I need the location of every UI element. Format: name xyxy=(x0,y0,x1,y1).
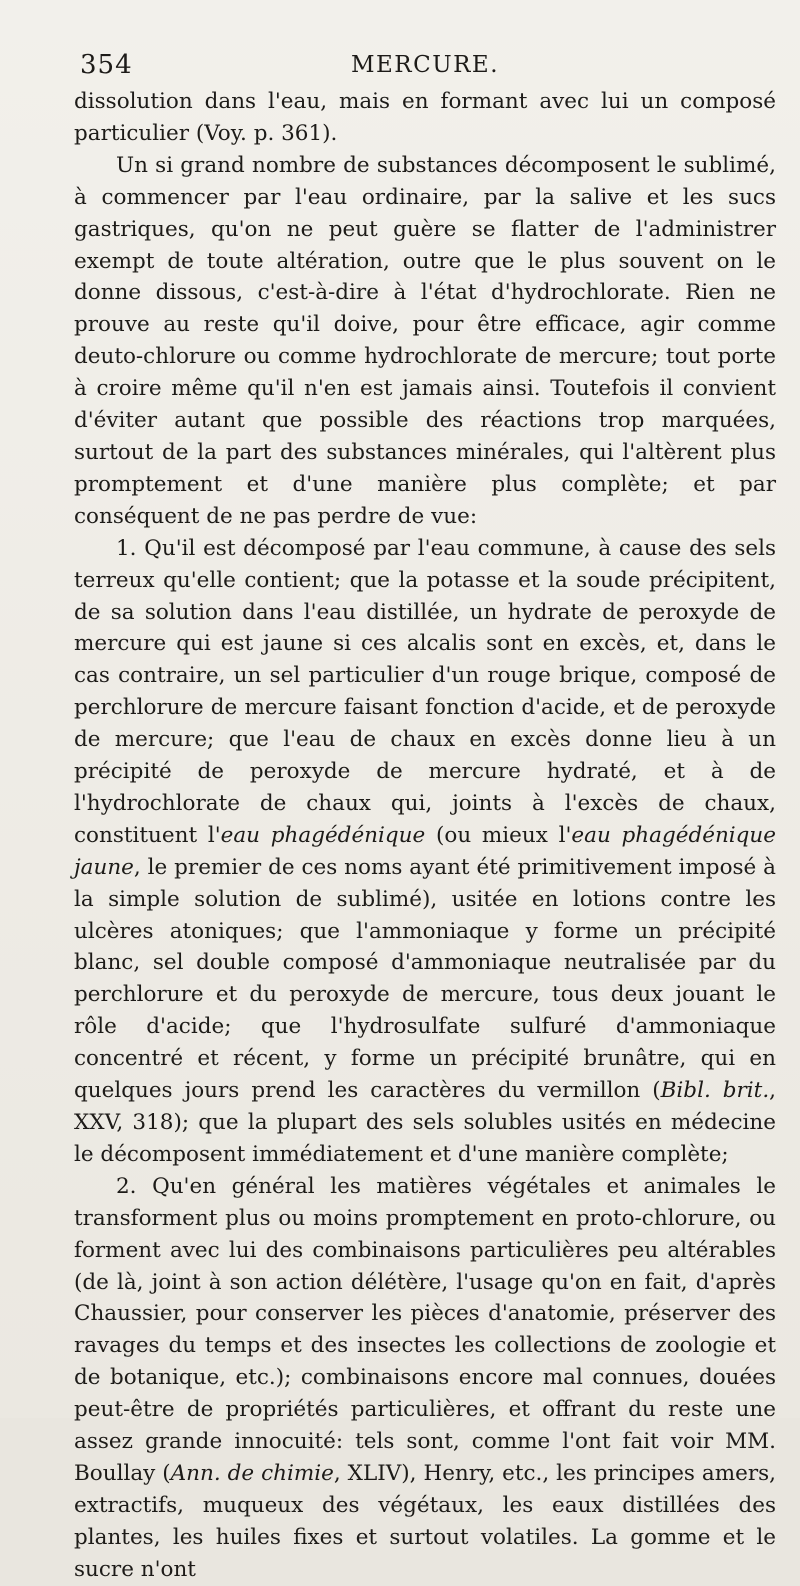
paragraph xyxy=(74,1171,776,1586)
italic-text: eau phagédénique xyxy=(220,822,426,848)
paragraph xyxy=(74,86,776,150)
text-segment: dissolution dans l'eau, mais en formant avec lui un composé particulier (Voy. p. 361). xyxy=(74,89,776,146)
text-segment: , le premier de ces noms ayant été primitivement imposé à la simple solution de sublimé), usitée en lotions contre les ulcères atoniques; que l'ammoniaque y forme un précipité blanc, sel double composé d'ammoniaque neutralisée par du perchlorure et du peroxyde de mercure, tous deux jouant le rôle d'acide; que l'hydrosulfate sulfuré d'ammoniaque concentré et récent, y forme un précipité brunâtre, qui en quelques jours prend les caractères du vermillon ( xyxy=(74,854,776,1104)
paragraph xyxy=(74,533,776,1171)
text-segment: 1. Qu'il est décomposé par l'eau commune, à cause des sels terreux qu'elle contient; que la potasse et la soude précipitent, de sa solution dans l'eau distillée, un hydrate de peroxyde de mercure qui est jaune si ces alcalis sont en excès, et, dans le cas contraire, un sel particulier d'un rouge brique, composé de perchlorure de mercure faisant fonction d'acide, et de peroxyde de mercure; que l'eau de chaux en excès donne lieu à un précipité de peroxyde de mercure hydraté, et à de l'hydrochlorate de chaux qui, joints à l'excès de chaux, constituent l' xyxy=(74,535,776,848)
text-segment: , XLIV), Henry, etc., les principes amers, extractifs, muqueux des végétaux, les eaux distillées des plantes, les huiles fixes et surtout volatiles. La gomme et le sucre n'ont xyxy=(74,1460,776,1582)
italic-text: eau phagédénique jaune xyxy=(74,822,777,880)
italic-text: Bibl. brit. xyxy=(660,1078,770,1104)
page-header xyxy=(74,44,776,86)
text-segment: Un si grand nombre de substances décomposent le sublimé, à commencer par l'eau ordinaire, par la salive et les sucs gastriques, qu'on ne peut guère se flatter de l'administrer exempt de toute altération, outre que le plus souvent on le donne dissous, c'est-à-dire à l'état d'hydrochlorate. Rien ne prouve au reste qu'il doive, pour être efficace, agir comme deuto-chlorure ou comme hydrochlorate de mercure; tout porte à croire même qu'il n'en est jamais ainsi. Toutefois il convient d'éviter autant que possible des réactions trop marquées, surtout de la part des substances minérales, qui l'altèrent plus promptement et d'une manière plus complète; et par conséquent de ne pas perdre de vue: xyxy=(74,152,776,529)
text-segment: , XXV, 318); que la plupart des sels solubles usités en médecine le décomposent immédiatement et d'une manière complète; xyxy=(74,1078,776,1167)
paragraph xyxy=(74,150,776,533)
text-segment: (ou mieux l' xyxy=(425,822,572,848)
italic-text: Ann. de chimie xyxy=(170,1460,334,1486)
page-number: 354 xyxy=(80,50,133,80)
text-segment: 2. Qu'en général les matières végétales et animales le transforment plus ou moins promptement en proto-chlorure, ou forment avec lui des combinaisons particulières peu altérables (de là, joint à son action délétère, l'usage qu'on en fait, d'après Chaussier, pour conserver les pièces d'anatomie, préserver des ravages du temps et des insectes les collections de zoologie et de botanique, etc.); combinaisons encore mal connues, douées peut-être de propriétés particulières, et offrant du reste une assez grande innocuité: tels sont, comme l'ont fait voir MM. Boullay ( xyxy=(74,1173,776,1486)
page-body xyxy=(74,86,776,1586)
running-head: MERCURE. xyxy=(350,52,500,78)
